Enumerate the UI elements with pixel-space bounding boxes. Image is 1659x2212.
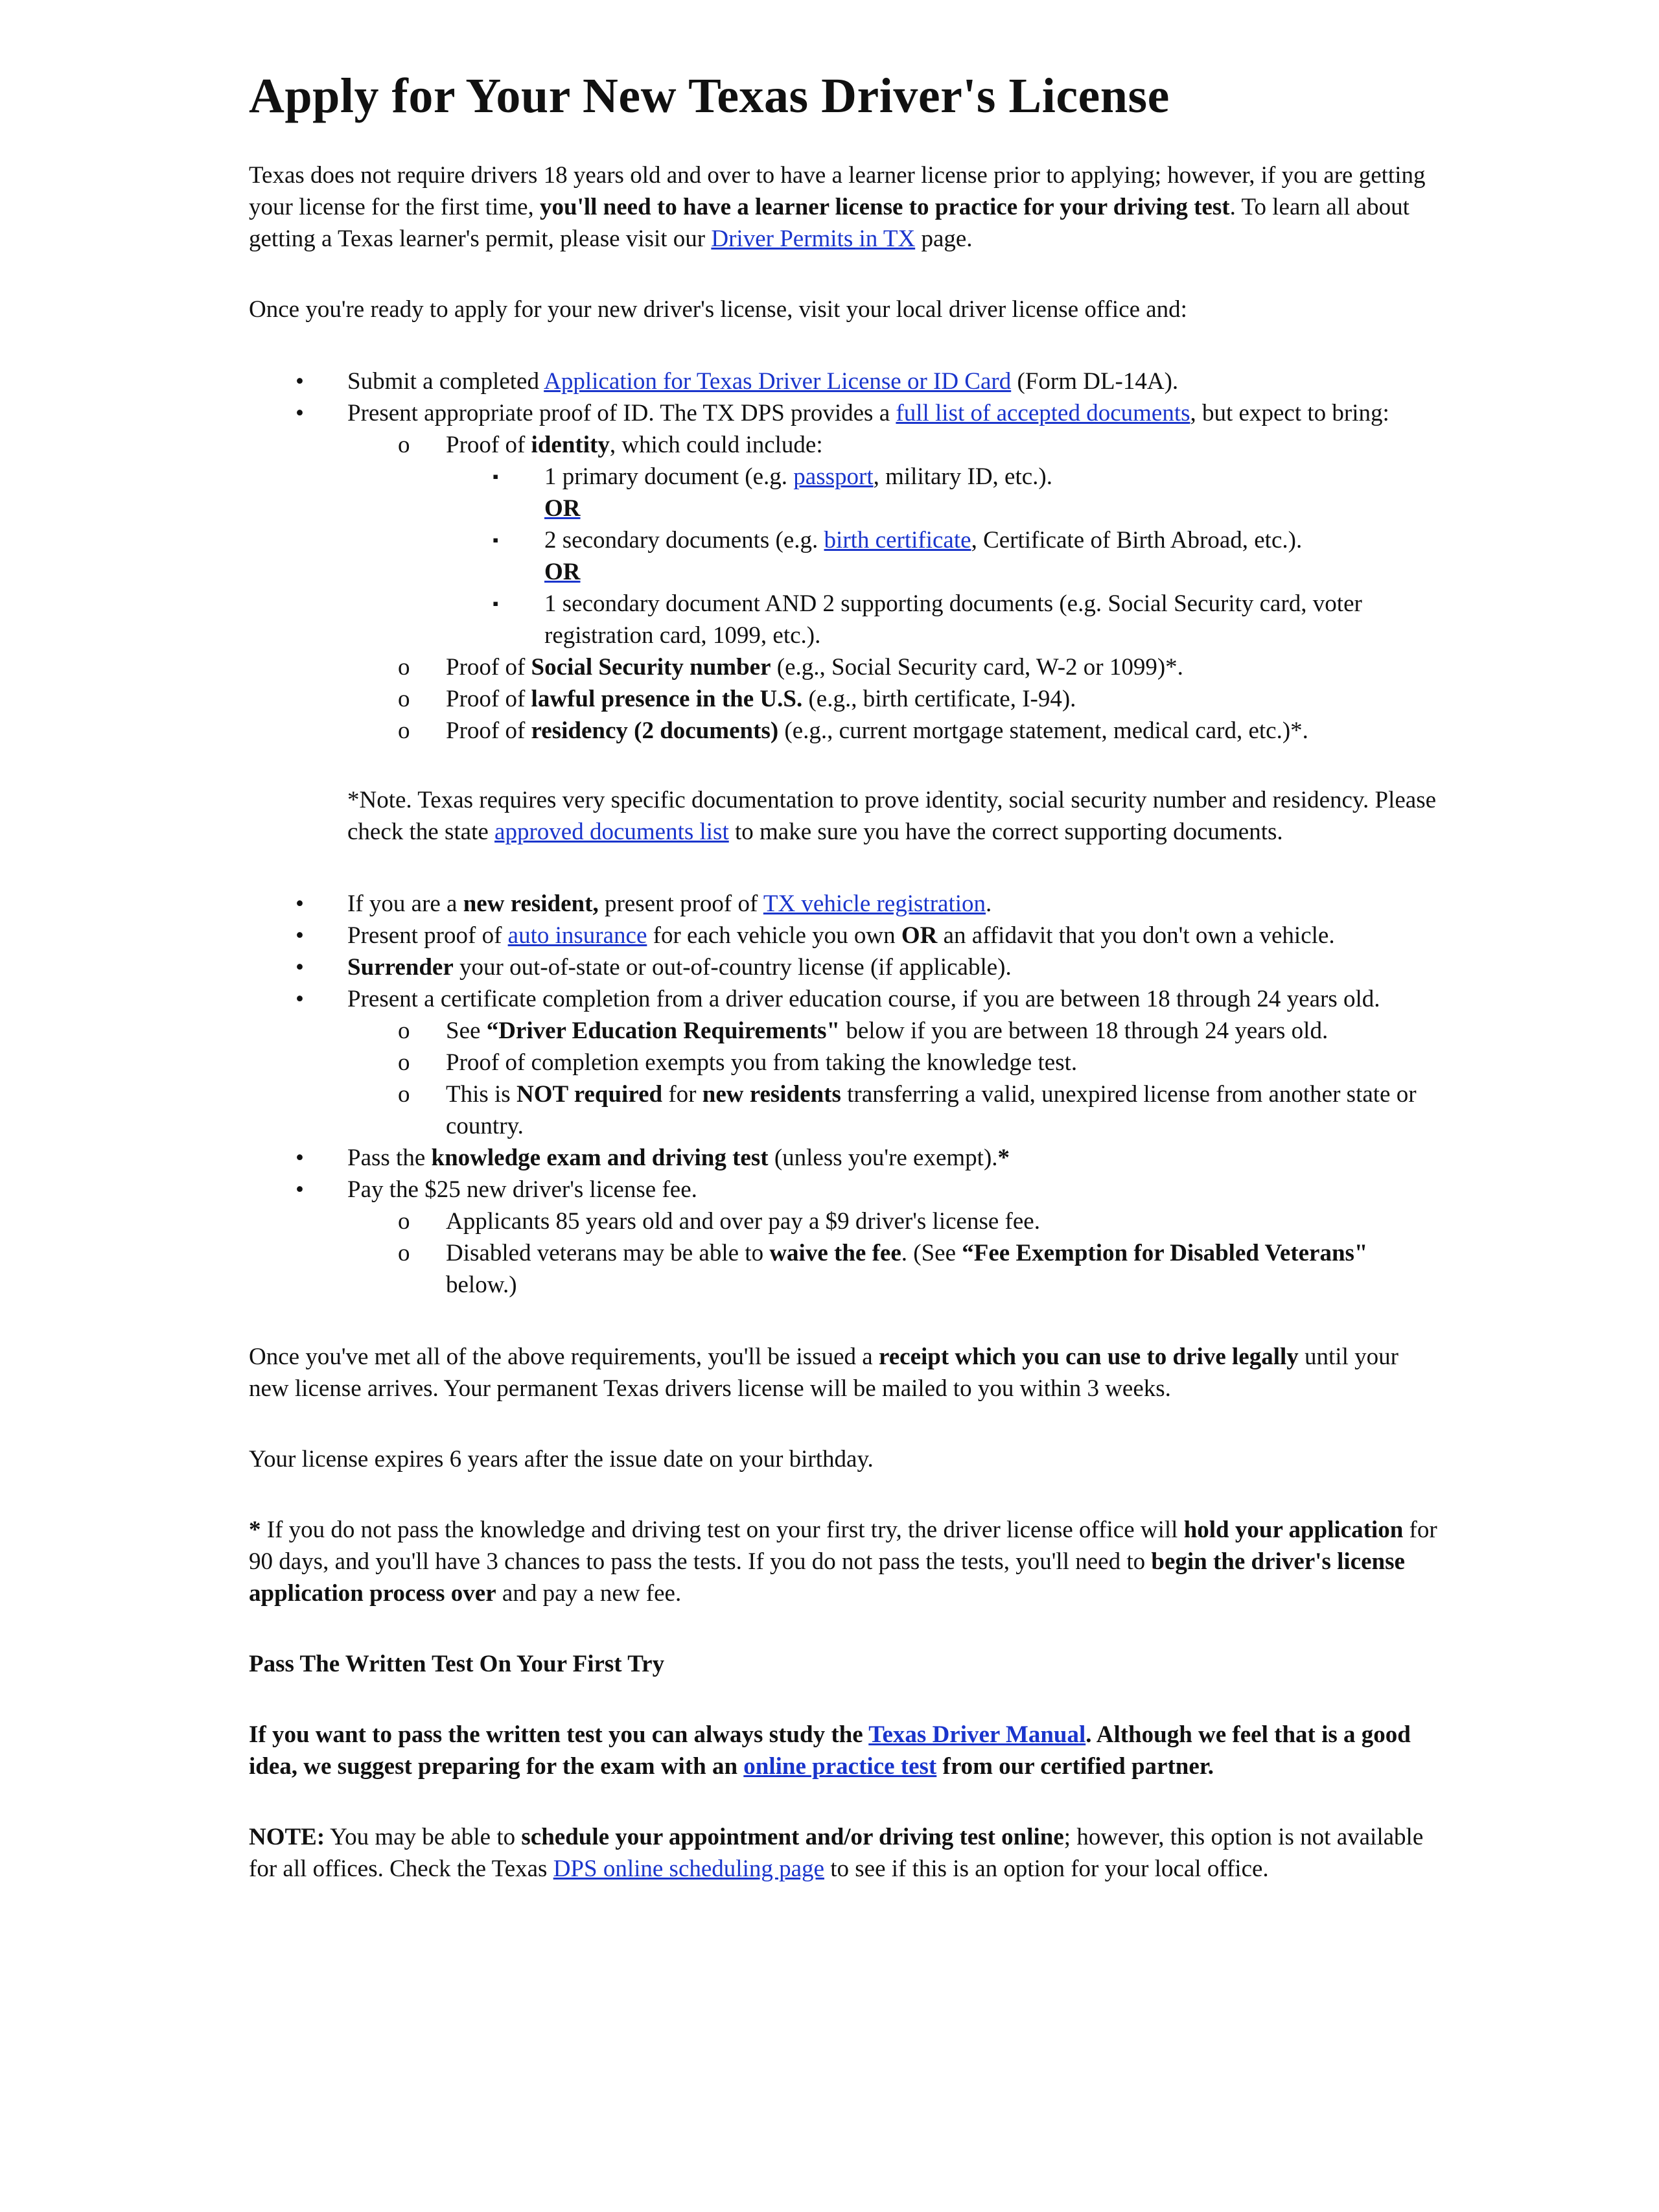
circle-bullet-icon: o — [398, 1081, 410, 1108]
bullet-icon: • — [296, 1145, 304, 1171]
documentation-note: *Note. Texas requires very specific documentation to prove identity, social security number and residency. Please check the state approved documents list to make sure you have the correct supporting documents. — [347, 787, 1437, 845]
circle-bullet-icon: o — [398, 686, 410, 712]
approved-documents-link[interactable]: approved documents list — [494, 819, 729, 845]
circle-bullet-icon: o — [398, 1208, 410, 1235]
list-item: • If you are a new resident, present proof of TX vehicle registration. — [249, 888, 1441, 920]
requirements-list — [249, 366, 1441, 747]
ready-paragraph: Once you're ready to apply for your new driver's license, visit your local driver license office and: — [249, 296, 1187, 323]
list-item: ▪ 1 primary document (e.g. passport, military ID, etc.). OR — [446, 461, 1441, 524]
circle-bullet-icon: o — [398, 654, 410, 681]
circle-bullet-icon: o — [398, 1240, 410, 1266]
list-item: o This is NOT required for new residents transferring a valid, unexpired license from another state or country. — [347, 1078, 1441, 1142]
list-item: o Proof of residency (2 documents) (e.g., current mortgage statement, medical card, etc.)*. — [347, 715, 1441, 747]
intro-paragraph: Texas does not require drivers 18 years old and over to have a learner license prior to applying; however, if you are getting your license for the first time, you'll need to have a learner license to practice for your driving test. To learn all about getting a Texas learner's permit, please visit our Driver Permits in TX page. — [249, 162, 1426, 252]
or-label: OR — [544, 495, 581, 522]
list-item: o Proof of lawful presence in the U.S. (e.g., birth certificate, I-94). — [347, 683, 1441, 715]
requirements-list-continued — [249, 888, 1441, 1301]
driver-permits-link[interactable]: Driver Permits in TX — [711, 226, 916, 252]
dps-scheduling-link[interactable]: DPS online scheduling page — [553, 1856, 824, 1882]
square-bullet-icon: ▪ — [493, 531, 499, 550]
square-bullet-icon: ▪ — [493, 467, 499, 486]
driver-education-sublist — [347, 1015, 1441, 1142]
vehicle-registration-link[interactable]: TX vehicle registration — [763, 891, 986, 917]
circle-bullet-icon: o — [398, 1049, 410, 1076]
bullet-icon: • — [296, 954, 304, 981]
list-item: ▪ 2 secondary documents (e.g. birth certificate, Certificate of Birth Abroad, etc.). OR — [446, 524, 1441, 588]
list-item: • Present proof of auto insurance for each vehicle you own OR an affidavit that you don't own a vehicle. — [249, 920, 1441, 951]
square-bullet-icon: ▪ — [493, 594, 499, 613]
bullet-icon: • — [296, 400, 304, 426]
list-item: o Proof of Social Security number (e.g., Social Security card, W-2 or 1099)*. — [347, 651, 1441, 683]
bullet-icon: • — [296, 922, 304, 949]
circle-bullet-icon: o — [398, 1018, 410, 1044]
id-proof-sublist — [347, 429, 1441, 747]
expiration-paragraph: Your license expires 6 years after the issue date on your birthday. — [249, 1446, 874, 1473]
list-item: • Present appropriate proof of ID. The TX DPS provides a full list of accepted documents, but expect to bring: o Proof of identity, which could include: ▪ 1 primary document (e.g. passport, military ID, etc.). OR ▪ 2 secondary documents (e.g. birth certificate, Certificate of Birth Abroad, etc.). OR ▪ 1 secondary document AND 2 supporting documents (e.g. Social Security card, voter registration card, 1099, etc.). o Proof of Social Security number (e.g., Social Security card, W-2 or 1099)*. o Proof of lawful presence in the U.S. (e.g., birth certificate, I-94). o Proof of residency (2 documents) (e.g., current mortgage statement, medical card, etc.)*. — [249, 397, 1441, 747]
accepted-documents-link[interactable]: full list of accepted documents — [896, 400, 1190, 426]
retry-paragraph: * If you do not pass the knowledge and driving test on your first try, the driver license office will hold your application for 90 days, and you'll have 3 chances to pass the tests. If you do not pass the tests, you'll need to begin the driver's license application process over and pay a new fee. — [249, 1517, 1437, 1607]
list-item: • Submit a completed Application for Texas Driver License or ID Card (Form DL-14A). — [249, 366, 1441, 397]
list-item: o Proof of identity, which could include: ▪ 1 primary document (e.g. passport, military ID, etc.). OR ▪ 2 secondary documents (e.g. birth certificate, Certificate of Birth Abroad, etc.). OR ▪ 1 secondary document AND 2 supporting documents (e.g. Social Security card, voter registration card, 1099, etc.). — [347, 429, 1441, 651]
online-practice-test-link[interactable]: online practice test — [743, 1753, 937, 1780]
application-form-link[interactable]: Application for Texas Driver License or ID Card — [544, 368, 1012, 395]
fee-sublist — [347, 1205, 1441, 1301]
identity-sublist — [446, 461, 1441, 651]
list-item: • Pass the knowledge exam and driving test (unless you're exempt).* — [249, 1142, 1441, 1174]
circle-bullet-icon: o — [398, 432, 410, 458]
bullet-icon: • — [296, 986, 304, 1012]
circle-bullet-icon: o — [398, 717, 410, 744]
list-item: o Disabled veterans may be able to waive the fee. (See “Fee Exemption for Disabled Veterans" below.) — [347, 1237, 1441, 1301]
bullet-icon: • — [296, 368, 304, 395]
written-test-heading: Pass The Written Test On Your First Try — [249, 1651, 665, 1677]
scheduling-note-paragraph: NOTE: You may be able to schedule your appointment and/or driving test online; however, this option is not available for all offices. Check the Texas DPS online scheduling page to see if this is an option for your local office. — [249, 1824, 1424, 1882]
list-item: o Proof of completion exempts you from taking the knowledge test. — [347, 1047, 1441, 1078]
list-item: • Pay the $25 new driver's license fee. o Applicants 85 years old and over pay a $9 driver's license fee. o Disabled veterans may be able to waive the fee. (See “Fee Exemption for Disabled Veterans" below.) — [249, 1174, 1441, 1301]
birth-certificate-link[interactable]: birth certificate — [824, 527, 971, 553]
bullet-icon: • — [296, 1176, 304, 1203]
passport-link[interactable]: passport — [793, 463, 874, 490]
page-title: Apply for Your New Texas Driver's License — [249, 69, 1170, 123]
list-item: o See “Driver Education Requirements" below if you are between 18 through 24 years old. — [347, 1015, 1441, 1047]
list-item: • Surrender your out-of-state or out-of-country license (if applicable). — [249, 951, 1441, 983]
document-page — [249, 65, 1441, 1885]
receipt-paragraph: Once you've met all of the above requirements, you'll be issued a receipt which you can use to drive legally until your new license arrives. Your permanent Texas drivers license will be mailed to you within 3 weeks. — [249, 1344, 1398, 1402]
list-item: o Applicants 85 years old and over pay a $9 driver's license fee. — [347, 1205, 1441, 1237]
list-item: ▪ 1 secondary document AND 2 supporting documents (e.g. Social Security card, voter registration card, 1099, etc.). — [446, 588, 1441, 651]
or-label: OR — [544, 559, 581, 585]
list-item: • Present a certificate completion from a driver education course, if you are between 18 through 24 years old. o See “Driver Education Requirements" below if you are between 18 through 24 years old. o Proof of completion exempts you from taking the knowledge test. o This is NOT required for new residents transferring a valid, unexpired license from another state or country. — [249, 983, 1441, 1142]
written-test-paragraph: If you want to pass the written test you can always study the Texas Driver Manual. Although we feel that is a good idea, we suggest preparing for the exam with an online practice test from our certified partner. — [249, 1721, 1411, 1780]
bullet-icon: • — [296, 891, 304, 917]
texas-driver-manual-link[interactable]: Texas Driver Manual — [868, 1721, 1086, 1748]
auto-insurance-link[interactable]: auto insurance — [507, 922, 647, 949]
